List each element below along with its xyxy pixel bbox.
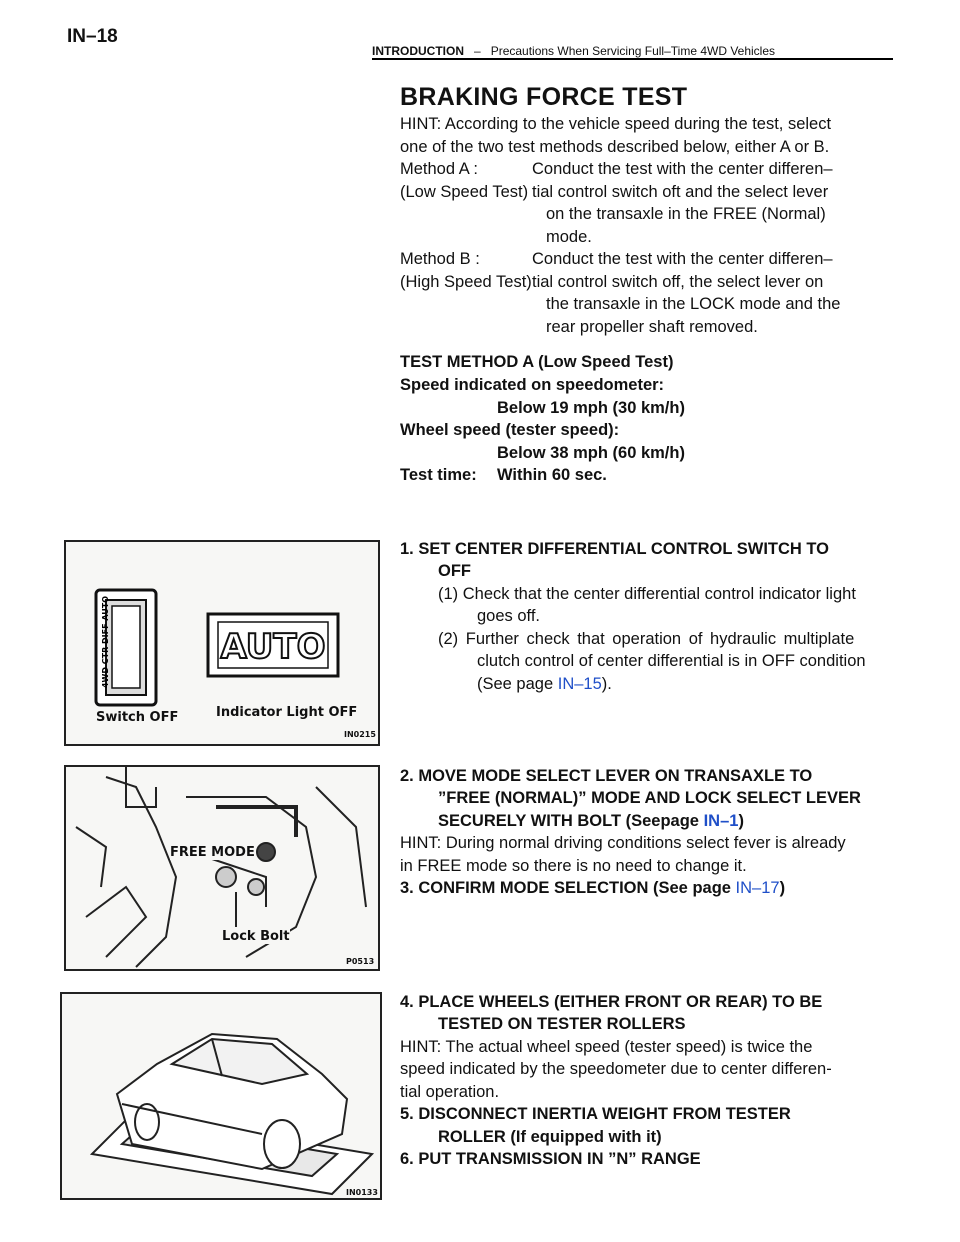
step6-line1: 6. PUT TRANSMISSION IN ”N” RANGE	[400, 1150, 701, 1168]
step2-hint-line1: HINT: During normal driving conditions select fever is already	[400, 834, 846, 852]
method-b-line3: the transaxle in the LOCK mode and the	[546, 295, 841, 313]
test-time-value: Within 60 sec.	[497, 466, 607, 484]
method-a-line3: on the transaxle in the FREE (Normal)	[546, 205, 826, 223]
step4-line1: 4. PLACE WHEELS (EITHER FRONT OR REAR) TO BE	[400, 993, 823, 1011]
test-method-heading: TEST METHOD A (Low Speed Test)	[400, 353, 674, 371]
switch-off-label: Switch OFF	[96, 710, 179, 725]
speedo-label: Speed indicated on speedometer:	[400, 376, 665, 394]
step4-line2: TESTED ON TESTER ROLLERS	[438, 1015, 686, 1033]
car-on-rollers-illustration	[62, 994, 380, 1198]
step2-line1: 2. MOVE MODE SELECT LEVER ON TRANSAXLE TO	[400, 767, 813, 785]
step2-seepage: SECURELY WITH BOLT (Seepage	[438, 812, 704, 830]
step1-sub2-line3	[477, 673, 612, 696]
step5-line1: 5. DISCONNECT INERTIA WEIGHT FROM TESTER	[400, 1105, 791, 1123]
switch-text: 4WD CTR DIFF AUTO	[101, 595, 110, 689]
step4-hint-line1: HINT: The actual wheel speed (tester speed) is twice the	[400, 1038, 813, 1056]
housing-edge-6	[76, 827, 106, 887]
step1-sub2-line1: (2) Further check that operation of hydraulic multiplate	[438, 630, 855, 648]
method-a-line1: Conduct the test with the center differen–	[532, 160, 833, 178]
header-rule	[372, 58, 893, 60]
front-wheel	[264, 1120, 300, 1168]
header-dash: –	[474, 44, 481, 58]
step1-line1: 1. SET CENTER DIFFERENTIAL CONTROL SWITCH TO	[400, 540, 830, 558]
method-a-label: Method A :	[400, 160, 478, 178]
step3-line	[400, 877, 785, 900]
bolt-circle-2	[248, 879, 264, 895]
figure-car-on-rollers	[60, 992, 382, 1200]
link-in-17[interactable]: IN–17	[735, 879, 780, 897]
indicator-off-label: Indicator Light OFF	[216, 705, 358, 720]
select-lever-knob	[257, 843, 275, 861]
step4-hint-line3: tial operation.	[400, 1083, 500, 1101]
section-name: INTRODUCTION	[372, 44, 464, 58]
intro-hint-line2: one of the two test methods described below, either A or B.	[400, 138, 830, 156]
free-mode-label: FREE MODE	[170, 845, 255, 860]
housing-edge-2	[126, 767, 156, 807]
step1-sub1-line1: (1) Check that the center differential control indicator light	[438, 585, 856, 603]
step1-sub2-line2: clutch control of center differential is in OFF condition	[477, 652, 866, 670]
figure3-code: IN0133	[346, 1188, 378, 1197]
step3-text: 3. CONFIRM MODE SELECTION (See page	[400, 879, 736, 897]
link-in-1[interactable]: IN–1	[703, 812, 739, 830]
wheel-label: Wheel speed (tester speed):	[400, 421, 620, 439]
step1-see-page: (See page	[477, 675, 558, 693]
step2-hint-line2: in FREE mode so there is no need to change it.	[400, 857, 747, 875]
method-b-line1: Conduct the test with the center differen–	[532, 250, 833, 268]
page-title: BRAKING FORCE TEST	[400, 83, 688, 111]
bolt-circle-1	[216, 867, 236, 887]
step2-line2: ”FREE (NORMAL)” MODE AND LOCK SELECT LEVER	[438, 789, 861, 807]
method-b-sub: (High Speed Test)	[400, 273, 532, 291]
method-b-line4: rear propeller shaft removed.	[546, 318, 758, 336]
figure2-code: P0513	[346, 957, 375, 966]
wheel-value: Below 38 mph (60 km/h)	[497, 444, 685, 462]
step2-close: )	[738, 812, 744, 830]
method-b-label: Method B :	[400, 250, 480, 268]
step1-close: ).	[601, 675, 612, 693]
link-in-15[interactable]: IN–15	[557, 675, 602, 693]
speedo-value: Below 19 mph (30 km/h)	[497, 399, 685, 417]
step5-line2: ROLLER (If equipped with it)	[438, 1128, 662, 1146]
lock-bolt-label: Lock Bolt	[222, 929, 290, 944]
step3-close: )	[779, 879, 786, 897]
intro-hint-line1: HINT: According to the vehicle speed during the test, select	[400, 115, 832, 133]
test-time-label: Test time:	[400, 466, 477, 484]
step4-hint-line2: speed indicated by the speedometer due to center differen-	[400, 1060, 832, 1078]
housing-edge-5	[316, 787, 366, 907]
page-number: IN–18	[67, 26, 118, 47]
figure-transaxle	[64, 765, 380, 971]
step1-sub1-line2: goes off.	[477, 607, 540, 625]
figure-switch-indicator	[64, 540, 380, 746]
header-title	[372, 44, 775, 58]
method-b-line2: tial control switch off, the select lever on	[532, 273, 824, 291]
method-a-line4: mode.	[546, 228, 592, 246]
housing-edge-1	[106, 777, 176, 967]
indicator-auto-text: AUTO	[220, 627, 326, 667]
step1-line2: OFF	[438, 562, 471, 580]
method-a-line2: tial control switch oft and the select lever	[532, 183, 829, 201]
step2-line3	[438, 810, 744, 833]
switch-button	[112, 606, 140, 688]
figure1-code: IN0215	[344, 730, 376, 739]
method-a-sub: (Low Speed Test)	[400, 183, 529, 201]
header-subtitle: Precautions When Servicing Full–Time 4WD Vehicles	[490, 44, 776, 58]
housing-edge-4	[86, 887, 146, 957]
